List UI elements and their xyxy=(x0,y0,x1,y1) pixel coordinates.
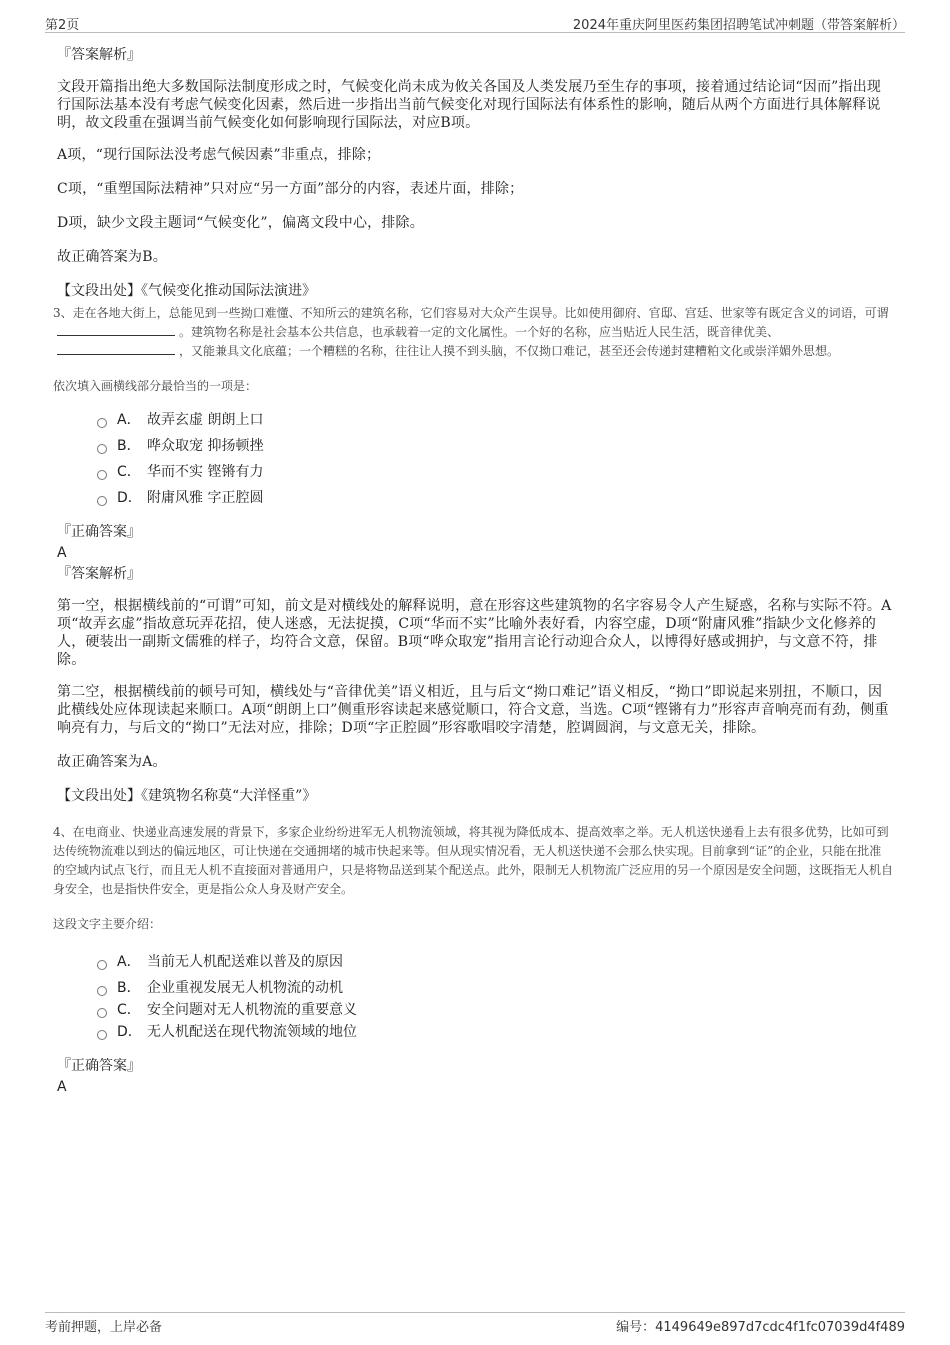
footer-slogan: 考前押题，上岸必备 xyxy=(45,1320,163,1335)
option-b[interactable]: B． 企业重视发展无人机物流的动机 xyxy=(97,975,893,1001)
question-4-options xyxy=(97,949,893,1045)
radio-icon[interactable] xyxy=(97,444,107,454)
page-header xyxy=(45,12,905,33)
radio-icon[interactable] xyxy=(97,418,107,428)
blank-line-2 xyxy=(57,342,175,355)
option-b[interactable]: B． 哗众取宠 抑扬顿挫 xyxy=(97,433,893,459)
option-d[interactable]: D． 无人机配送在现代物流领域的地位 xyxy=(97,1019,893,1045)
radio-icon[interactable] xyxy=(97,1030,107,1040)
analysis-paragraph: 第二空，根据横线前的顿号可知，横线处与“音律优美”语义相近，且与后文“拗口难记”语义相反，“拗口”即说起来别扭，不顺口，因此横线处应体现读起来顺口。A项“朗朗上口”侧重形容读起来感觉顺口，符合文意，当选。C项“铿锵有力”形容声音响亮而有劲，侧重响亮有力，与后文的“拗口”无法对应，排除；D项“字正腔圆”形容歌唱咬字清楚，腔调圆润，与文意无关，排除。 xyxy=(57,684,889,736)
analysis-paragraph: 故正确答案为A。 xyxy=(57,754,167,770)
question-3-prompt: 依次填入画横线部分最恰当的一项是： xyxy=(53,379,258,393)
source-citation: 【文段出处】《气候变化推动国际法演进》 xyxy=(57,283,316,299)
analysis-paragraph: 第一空，根据横线前的“可谓”可知，前文是对横线处的解释说明，意在形容这些建筑物的名字容易令人产生疑惑，名称与实际不符。A项“故弄玄虚”指故意玩弄花招，使人迷惑，无法捉摸，C项“华而不实”比喻外表好看，内容空虚，D项“附庸风雅”指缺少文化修养的人，硬装出一副斯文儒雅的样子，均符合文意，保留。B项“哗众取宠”指用言论行动迎合众人，以博得好感或拥护，与文意不符，排除。 xyxy=(57,598,892,668)
option-c[interactable]: C． 安全问题对无人机物流的重要意义 xyxy=(97,1001,893,1019)
page-content xyxy=(53,44,894,1097)
option-a[interactable]: A． 当前无人机配送难以普及的原因 xyxy=(97,949,893,975)
page-footer xyxy=(45,1312,905,1337)
radio-icon[interactable] xyxy=(97,1008,107,1018)
radio-icon[interactable] xyxy=(97,470,107,480)
radio-icon[interactable] xyxy=(97,496,107,506)
correct-answer-heading: 『正确答案』 xyxy=(57,1058,141,1074)
analysis-heading: 『答案解析』 xyxy=(57,566,141,582)
radio-icon[interactable] xyxy=(97,986,107,996)
correct-answer: A xyxy=(57,1079,67,1095)
source-citation: 【文段出处】《建筑物名称莫“大洋怪重”》 xyxy=(57,788,317,804)
question-4-prompt: 这段文字主要介绍： xyxy=(53,917,162,931)
blank-line-1 xyxy=(57,323,175,336)
analysis-heading: 『答案解析』 xyxy=(57,47,141,63)
question-3-text: 3、走在各地大街上，总能见到一些拗口难懂、不知所云的建筑名称，它们容易对大众产生误导。比如使用御府、官邸、宫廷、世家等有既定含义的词语，可谓。建筑物名称是社会基本公共信息，也承载着一定的文化属性。一个好的名称，应当贴近人民生活，既音律优美、，又能兼具文化底蕴；一个糟糕的名称，往往让人摸不到头脑，不仅拗口难记，甚至还会传递封建糟粕文化或崇洋媚外思想。 xyxy=(53,306,889,358)
analysis-paragraph: 故正确答案为B。 xyxy=(57,249,167,265)
document-title: 2024年重庆阿里医药集团招聘笔试冲刺题（带答案解析） xyxy=(572,18,905,33)
page-number: 第2页 xyxy=(45,18,80,33)
analysis-paragraph: D项，缺少文段主题词“气候变化”，偏离文段中心，排除。 xyxy=(57,215,424,231)
radio-icon[interactable] xyxy=(97,960,107,970)
option-a[interactable]: A． 故弄玄虚 朗朗上口 xyxy=(97,407,893,433)
analysis-paragraph: A项，“现行国际法没考虑气候因素”非重点，排除； xyxy=(57,147,381,163)
correct-answer: A xyxy=(57,545,67,561)
analysis-paragraph: 文段开篇指出绝大多数国际法制度形成之时，气候变化尚未成为攸关各国及人类发展乃至生存的事项，接着通过结论词“因而”指出现行国际法基本没有考虑气候变化因素，然后进一步指出当前气候变化对现行国际法有体系性的影响，随后从两个方面进行具体解释说明，故文段重在强调当前气候变化如何影响现行国际法，对应B项。 xyxy=(57,79,882,131)
question-3-options xyxy=(97,407,893,511)
option-d[interactable]: D． 附庸风雅 字正腔圆 xyxy=(97,485,893,511)
correct-answer-heading: 『正确答案』 xyxy=(57,524,141,540)
document-serial: 编号：4149649e897d7cdc4f1fc07039d4f489 xyxy=(616,1320,905,1335)
option-c[interactable]: C． 华而不实 铿锵有力 xyxy=(97,459,893,485)
question-4-text: 4、在电商业、快递业高速发展的背景下，多家企业纷纷进军无人机物流领域，将其视为降低成本、提高效率之举。无人机送快递看上去有很多优势，比如可到达传统物流难以到达的偏远地区，可让快递在交通拥堵的城市快起来等。但从现实情况看，无人机送快递不会那么快实现。目前拿到“证”的企业，只能在批准的空域内试点飞行，而且无人机不直接面对普通用户，只是将物品送到某个配送点。此外，限制无人机物流广泛应用的另一个原因是安全问题，这既指无人机自身安全，也是指快件安全，更是指公众人身及财产安全。 xyxy=(53,825,894,896)
analysis-paragraph: C项，“重塑国际法精神”只对应“另一方面”部分的内容，表述片面，排除； xyxy=(57,181,524,197)
